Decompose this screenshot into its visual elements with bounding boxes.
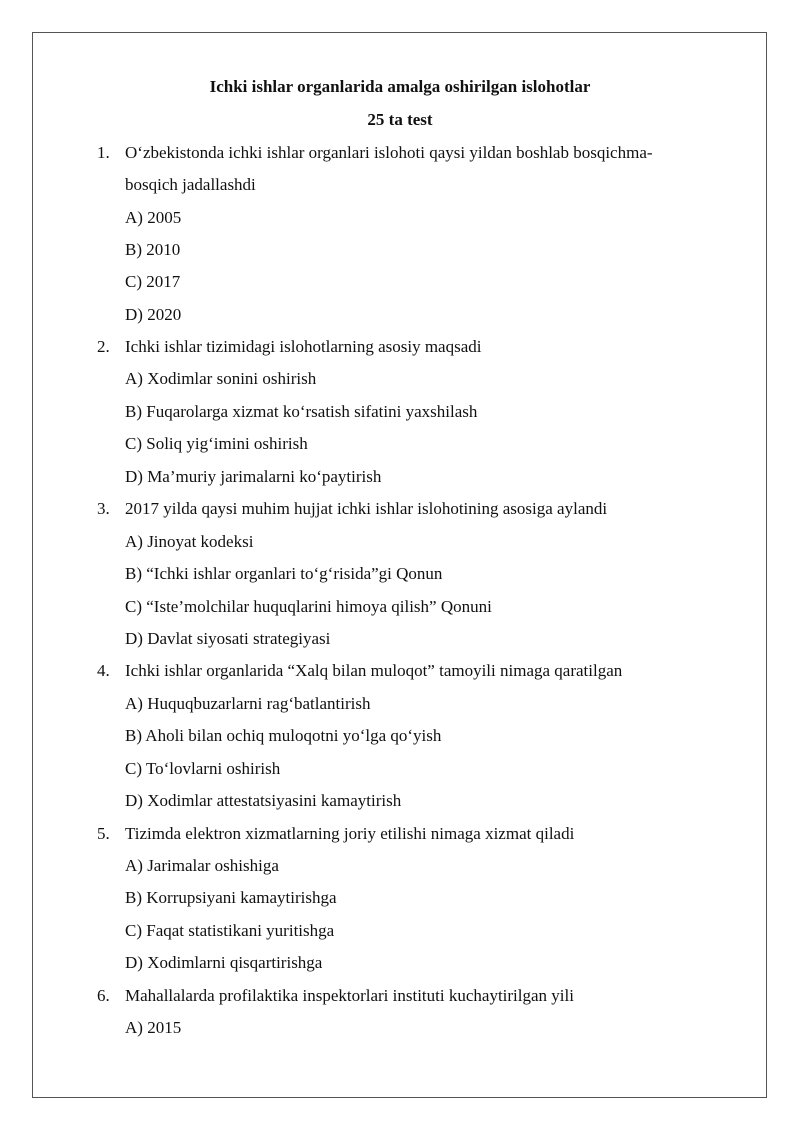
- question-number: 1.: [97, 143, 110, 162]
- question-text: O‘zbekistonda ichki ishlar organlari islohoti qaysi yildan boshlab bosqichma-: [125, 143, 653, 162]
- question-number: 2.: [97, 337, 110, 356]
- question-text: Ichki ishlar organlarida “Xalq bilan muloqot” tamoyili nimaga qaratilgan: [125, 661, 623, 680]
- answer-option-c: C) 2017: [125, 272, 181, 291]
- question-text: Ichki ishlar tizimidagi islohotlarning asosiy maqsadi: [125, 337, 482, 356]
- answer-option-c: C) To‘lovlarni oshirish: [125, 759, 281, 778]
- answer-option-d: D) Xodimlar attestatsiyasini kamaytirish: [125, 791, 402, 810]
- answer-option-a: A) Huquqbuzarlarni rag‘batlantirish: [125, 694, 371, 713]
- question-number: 6.: [97, 986, 110, 1005]
- question-text-continued: bosqich jadallashdi: [125, 175, 256, 194]
- answer-option-c: C) Soliq yig‘imini oshirish: [125, 434, 308, 453]
- answer-option-a: A) 2005: [125, 208, 182, 227]
- question-number: 5.: [97, 824, 110, 843]
- answer-option-a: A) 2015: [125, 1018, 182, 1037]
- answer-option-d: D) 2020: [125, 305, 182, 324]
- answer-option-b: B) “Ichki ishlar organlari to‘g‘risida”gi Qonun: [125, 564, 443, 583]
- answer-option-d: D) Davlat siyosati strategiyasi: [125, 629, 331, 648]
- question-text: Tizimda elektron xizmatlarning joriy etilishi nimaga xizmat qiladi: [125, 824, 575, 843]
- answer-option-b: B) Fuqarolarga xizmat ko‘rsatish sifatini yaxshilash: [125, 402, 478, 421]
- answer-option-b: B) Korrupsiyani kamaytirishga: [125, 888, 337, 907]
- answer-option-a: A) Jarimalar oshishiga: [125, 856, 279, 875]
- answer-option-b: B) Aholi bilan ochiq muloqotni yo‘lga qo‘yish: [125, 726, 442, 745]
- answer-option-a: A) Xodimlar sonini oshirish: [125, 369, 317, 388]
- answer-option-c: C) “Iste’molchilar huquqlarini himoya qilish” Qonuni: [125, 597, 492, 616]
- question-number: 4.: [97, 661, 110, 680]
- answer-option-c: C) Faqat statistikani yuritishga: [125, 921, 335, 940]
- document-subtitle: 25 ta test: [367, 110, 433, 129]
- answer-option-b: B) 2010: [125, 240, 181, 259]
- document-title: Ichki ishlar organlarida amalga oshirilgan islohotlar: [209, 77, 591, 96]
- question-text: 2017 yilda qaysi muhim hujjat ichki ishlar islohotining asosiga aylandi: [125, 499, 608, 518]
- question-number: 3.: [97, 499, 110, 518]
- answer-option-a: A) Jinoyat kodeksi: [125, 532, 254, 551]
- question-text: Mahallalarda profilaktika inspektorlari instituti kuchaytirilgan yili: [125, 986, 574, 1005]
- answer-option-d: D) Xodimlarni qisqartirishga: [125, 953, 323, 972]
- answer-option-d: D) Ma’muriy jarimalarni ko‘paytirish: [125, 467, 382, 486]
